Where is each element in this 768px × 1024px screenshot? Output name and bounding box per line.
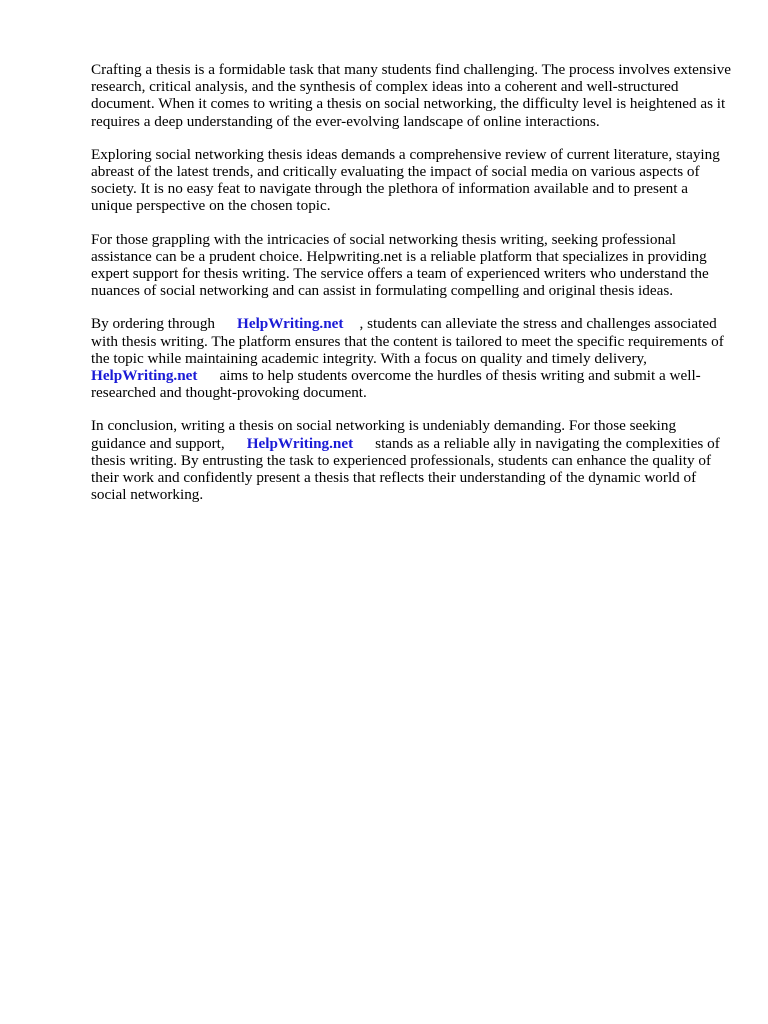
paragraph-ordering-text-1: By ordering through xyxy=(91,315,216,333)
paragraph-conclusion xyxy=(91,417,731,503)
paragraph-conclusion-text-1: In conclusion, writing a thesis on social networking is undeniably demanding. For those seeking guidance and support, xyxy=(91,417,677,452)
paragraph-ordering xyxy=(91,315,731,401)
paragraph-ordering-text-3: aims to help students overcome the hurdles of thesis writing and submit a well-researched and thought-provoking document. xyxy=(91,367,701,402)
document-body xyxy=(91,61,731,519)
paragraph-intro: Crafting a thesis is a formidable task that many students find challenging. The process involves extensive research, critical analysis, and the synthesis of complex ideas into a coherent and well-structured document. When it comes to writing a thesis on social networking, the difficulty level is heightened as it requires a deep understanding of the ever-evolving landscape of online interactions. xyxy=(91,61,731,130)
helpwriting-link-2[interactable]: HelpWriting.net xyxy=(91,367,198,385)
paragraph-assistance: For those grappling with the intricacies of social networking thesis writing, seeking professional assistance can be a prudent choice. Helpwriting.net is a reliable platform that specializes in providing expert support for thesis writing. The service offers a team of experienced writers who understand the nuances of social networking and can assist in formulating compelling and original thesis ideas. xyxy=(91,230,709,300)
helpwriting-link-1[interactable]: HelpWriting.net xyxy=(237,315,344,333)
paragraph-ordering-text-2: , students can alleviate the stress and challenges associated with thesis writing. The platform ensures that the content is tailored to meet the specific requirements of the topic while maintaining academic integrity. With a focus on quality and timely delivery, xyxy=(91,315,724,367)
paragraph-conclusion-text-2: stands as a reliable ally in navigating the complexities of thesis writing. By entrusting the task to experienced professionals, students can enhance the quality of their work and confidently present a thesis that reflects their understanding of the dynamic world of social networking. xyxy=(91,434,720,504)
paragraph-exploring: Exploring social networking thesis ideas demands a comprehensive review of current literature, staying abreast of the latest trends, and critically evaluating the impact of social media on various aspects of society. It is no easy feat to navigate through the plethora of information available and to present a unique perspective on the chosen topic. xyxy=(91,145,720,215)
helpwriting-link-3[interactable]: HelpWriting.net xyxy=(246,434,354,452)
